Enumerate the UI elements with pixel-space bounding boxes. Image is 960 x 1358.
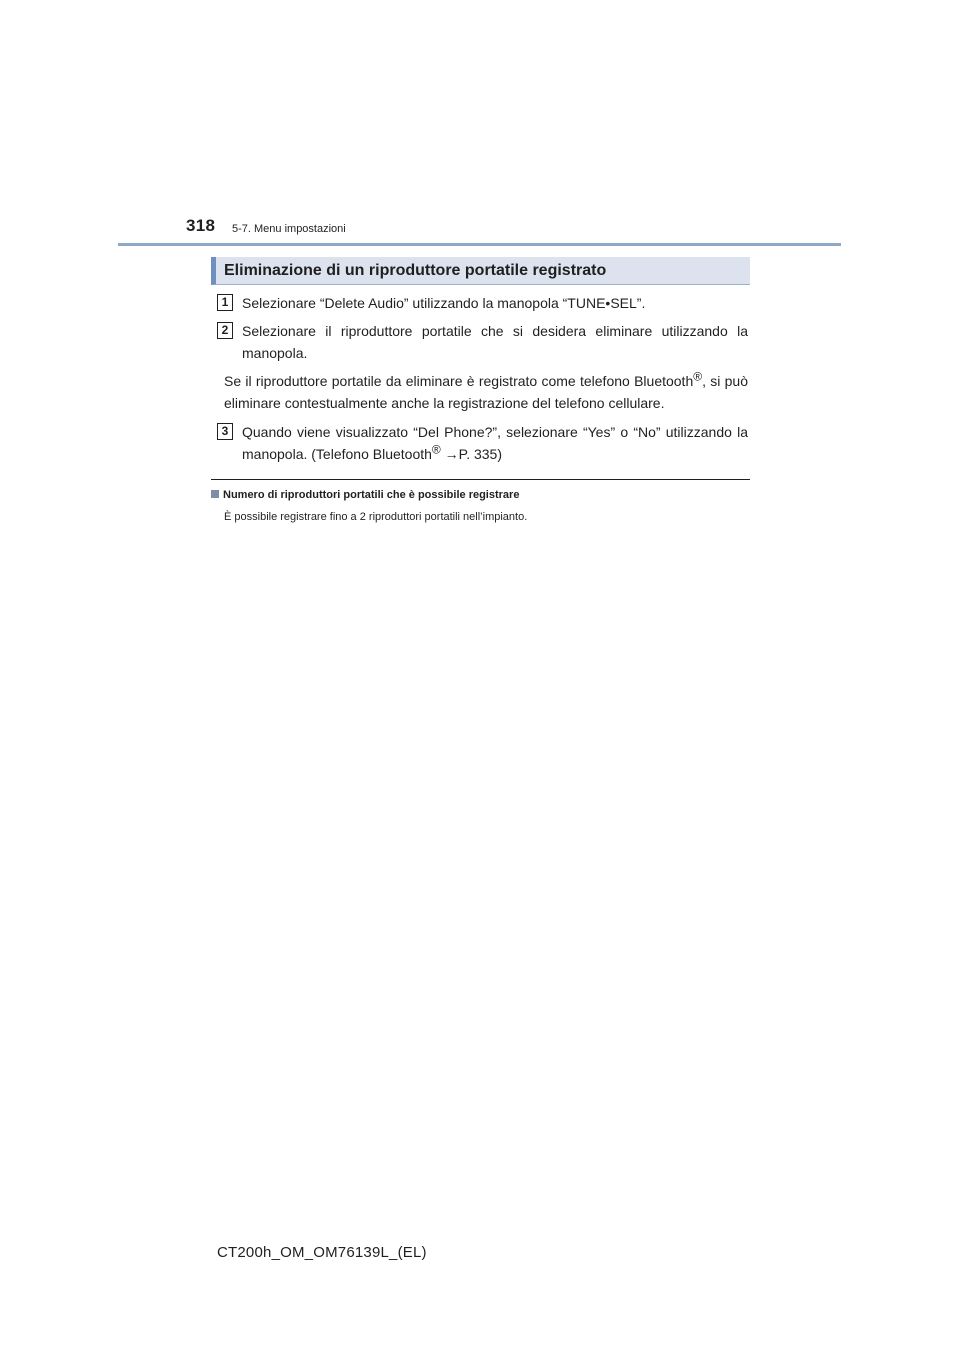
footer-document-code: CT200h_OM_OM76139L_(EL) (217, 1244, 427, 1261)
step-text-1: Selezionare “Delete Audio” utilizzando la manopola “TUNE•SEL”. (242, 295, 646, 311)
note-text-start: Se il riproduttore portatile da eliminare è registrato come telefono Bluetooth (224, 373, 694, 389)
step-text-2: Selezionare il riproduttore portatile che si desidera eliminare utilizzando la manopola. (242, 323, 748, 361)
step-number-1: 1 (217, 294, 233, 311)
info-body: È possibile registrare fino a 2 riproduttori portatili nell’impianto. (224, 511, 528, 523)
info-heading-text: Numero di riproduttori portatili che è possibile registrare (223, 489, 520, 501)
section-title-box (211, 257, 750, 285)
registered-mark: ® (431, 442, 441, 457)
info-heading (211, 489, 519, 501)
registered-mark: ® (693, 369, 703, 384)
section-title: Eliminazione di un riproduttore portatile registrato (224, 262, 607, 279)
note-text-end: , si può eliminare contestualmente anche la registrazione del telefono cellulare. (224, 373, 749, 411)
step-text-3 (242, 421, 748, 465)
square-bullet-icon (211, 490, 219, 498)
step-note (224, 370, 748, 414)
step-3-text-start: Quando viene visualizzato “Del Phone?”, selezionare “Yes” o “No” utilizzando la manopola. (Telefono Bluetooth (242, 424, 748, 462)
section-reference: 5-7. Menu impostazioni (232, 223, 346, 235)
section-end-rule (211, 479, 750, 480)
header-rule (118, 243, 841, 246)
step-number-3: 3 (217, 423, 233, 440)
step-number-2: 2 (217, 322, 233, 339)
page-number: 318 (186, 216, 216, 235)
step-3-text-end: →P. 335) (440, 446, 502, 462)
